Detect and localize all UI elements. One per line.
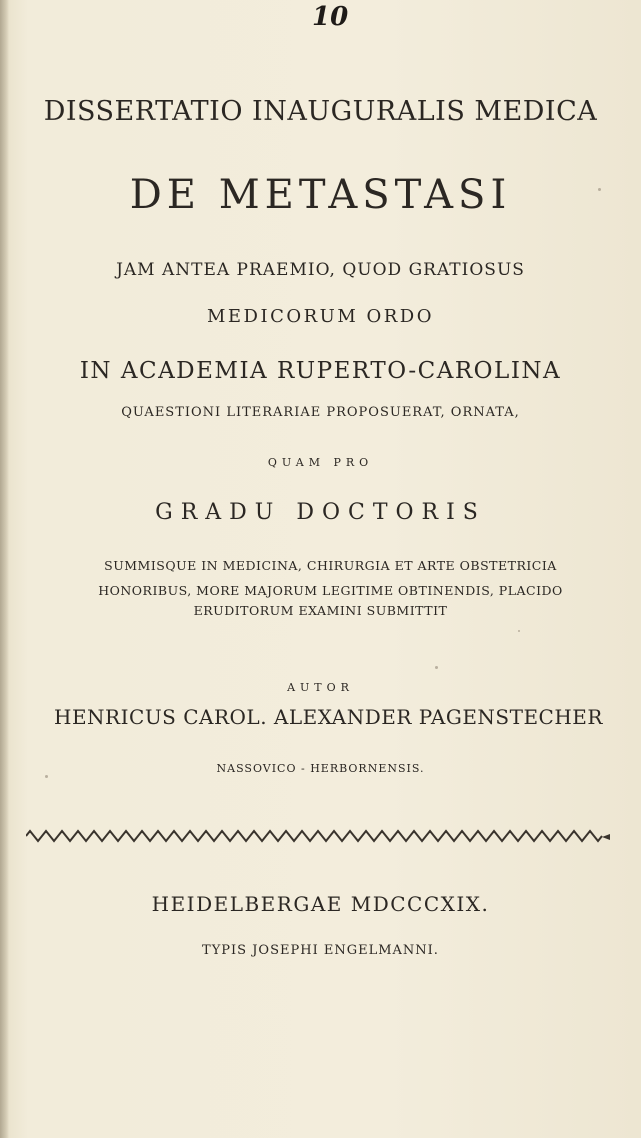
body-line-3: ERUDITORUM EXAMINI SUBMITTIT <box>193 603 448 618</box>
ornamental-rule <box>26 828 611 844</box>
title-line-1: DISSERTATIO INAUGURALIS MEDICA <box>43 96 598 127</box>
binding-gutter <box>0 0 9 1138</box>
imprint-printer: TYPIS JOSEPHI ENGELMANNI. <box>202 943 439 958</box>
subtitle-line-4: QUAESTIONI LITERARIAE PROPOSUERAT, ORNATA, <box>121 405 520 420</box>
paper-speck <box>598 188 601 191</box>
author-name: HENRICUS CAROL. ALEXANDER PAGENSTECHER <box>54 705 603 729</box>
author-label: AUTOR <box>287 681 354 694</box>
subtitle-line-6: GRADU DOCTORIS <box>155 500 486 525</box>
imprint-place-year: HEIDELBERGAE MDCCCXIX. <box>151 892 490 916</box>
body-line-1: SUMMISQUE IN MEDICINA, CHIRURGIA ET ARTE OBSTETRICIA <box>104 558 557 573</box>
paper-speck <box>45 775 48 778</box>
folio-number: 10 <box>312 2 349 32</box>
author-origin: NASSOVICO - HERBORNENSIS. <box>216 762 425 775</box>
paper-speck <box>435 666 438 669</box>
body-line-2: HONORIBUS, MORE MAJORUM LEGITIME OBTINENDIS, PLACIDO <box>98 583 563 598</box>
paper-speck <box>518 630 520 632</box>
subtitle-line-2: MEDICORUM ORDO <box>206 306 434 327</box>
subtitle-line-3: IN ACADEMIA RUPERTO-CAROLINA <box>79 358 562 384</box>
subtitle-line-5: QUAM PRO <box>267 456 374 469</box>
subtitle-line-1: JAM ANTEA PRAEMIO, QUOD GRATIOSUS <box>116 260 525 280</box>
title-line-2: DE METASTASI <box>129 172 512 218</box>
